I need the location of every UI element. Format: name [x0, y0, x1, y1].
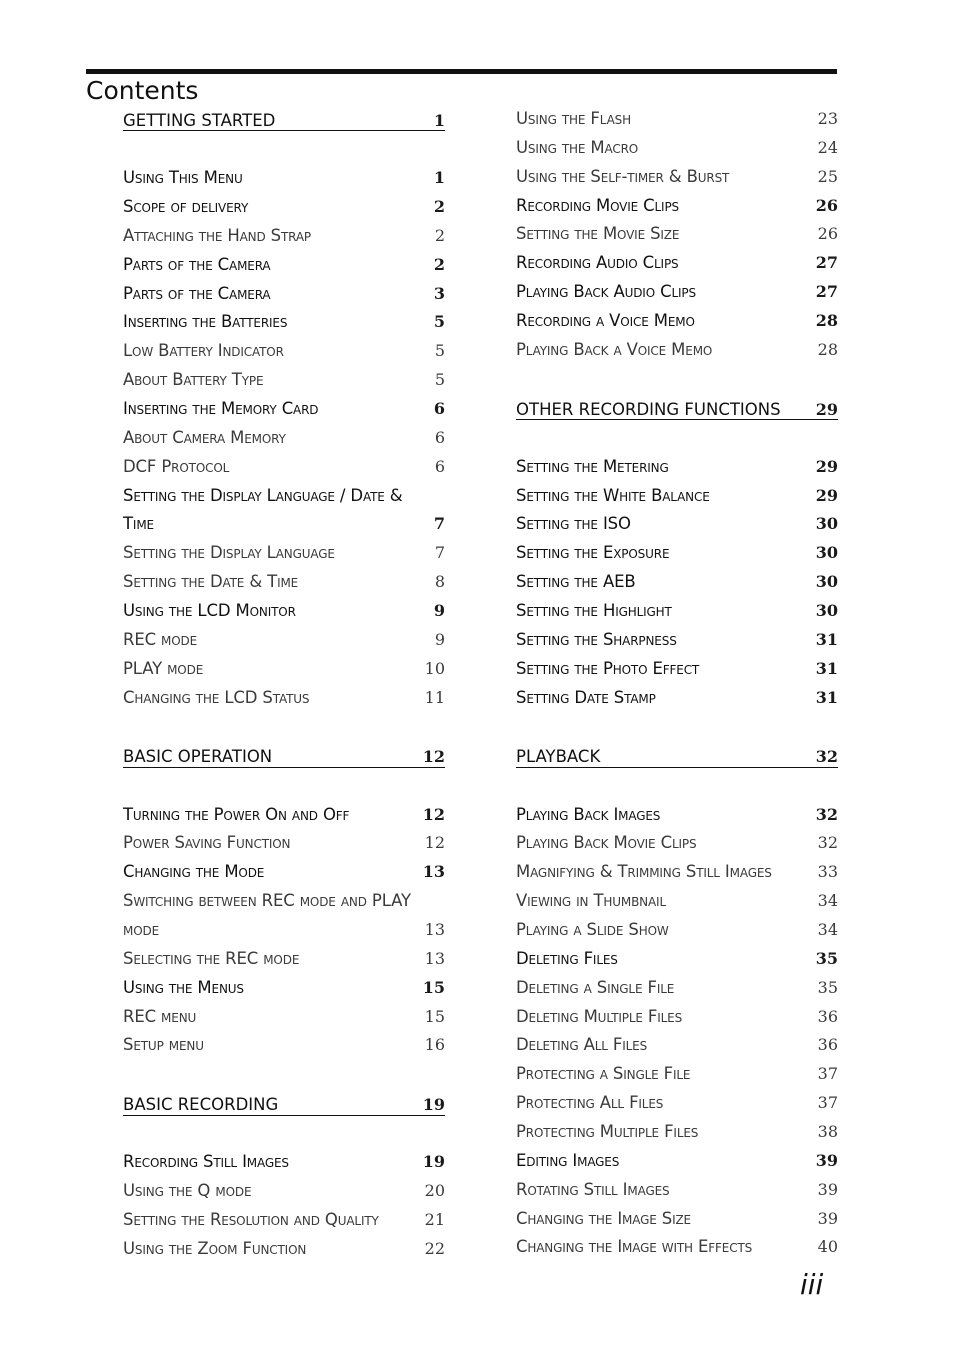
toc-page-number: 19: [422, 1152, 445, 1172]
toc-entry-title: REC mode: [123, 629, 198, 649]
toc-page-number: 13: [424, 948, 445, 968]
toc-page-number: 30: [815, 514, 838, 534]
toc-entry-title: Changing the Image Size: [516, 1208, 691, 1228]
toc-entry[interactable]: [123, 1030, 445, 1059]
toc-section-heading[interactable]: [516, 743, 838, 768]
toc-page-number: 30: [815, 572, 838, 592]
toc-entry-title: Viewing in Thumbnail: [516, 891, 666, 911]
toc-entry-title: Turning the Power On and Off: [123, 804, 350, 824]
toc-entry-title: Inserting the Memory Card: [123, 399, 319, 418]
toc-entry-title: Protecting Multiple Files: [516, 1121, 699, 1141]
toc-page-number: 31: [815, 629, 838, 649]
toc-entry[interactable]: [516, 915, 838, 944]
toc-entry-title: Rotating Still Images: [516, 1179, 670, 1199]
toc-page-number: 1: [433, 168, 445, 188]
toc-entry[interactable]: [123, 279, 445, 308]
toc-entry-title: GETTING STARTED: [123, 110, 276, 130]
toc-entry-title: Setting the Display Language / Date &: [123, 485, 403, 505]
toc-entry[interactable]: [123, 510, 445, 539]
spacer: [516, 423, 838, 452]
toc-page-number: 3: [433, 283, 445, 303]
toc-entry[interactable]: [516, 162, 838, 191]
toc-entry[interactable]: [123, 828, 445, 857]
toc-entry-title: Using the Zoom Function: [123, 1238, 307, 1258]
toc-entry-title: Setting the Display Language: [123, 543, 335, 563]
toc-entry[interactable]: [123, 886, 445, 915]
toc-page-number: 25: [817, 166, 838, 186]
toc-entry[interactable]: [123, 538, 445, 567]
toc-entry[interactable]: [516, 857, 838, 886]
toc-entry[interactable]: [516, 219, 838, 248]
toc-page-number: 13: [422, 862, 445, 882]
toc-entry[interactable]: [516, 1059, 838, 1088]
toc-entry[interactable]: [516, 248, 838, 277]
toc-page-number: 29: [815, 399, 838, 419]
toc-entry-title: Time: [123, 514, 154, 534]
toc-entry[interactable]: [516, 452, 838, 481]
toc-entry-title: Setting the Photo Effect: [516, 658, 700, 678]
toc-page-number: 6: [433, 399, 445, 418]
toc-entry[interactable]: [516, 683, 838, 712]
spacer: [516, 364, 838, 393]
toc-entry[interactable]: [123, 423, 445, 452]
toc-page-number: 2: [433, 196, 445, 216]
toc-entry[interactable]: [123, 336, 445, 365]
page-title: Contents: [86, 76, 199, 105]
toc-entry[interactable]: [123, 221, 445, 250]
toc-entry-title: Attaching the Hand Strap: [123, 225, 312, 245]
toc-entry[interactable]: [123, 973, 445, 1002]
toc-entry[interactable]: [516, 277, 838, 306]
toc-entry-title: DCF Protocol: [123, 456, 230, 476]
toc-entry[interactable]: [123, 452, 445, 481]
toc-page-number: 19: [422, 1095, 445, 1115]
toc-entry-title: About Battery Type: [123, 370, 264, 390]
toc-entry-title: Changing the Image with Effects: [516, 1237, 753, 1257]
toc-page-number: 34: [817, 919, 838, 939]
toc-entry-title: Parts of the Camera: [123, 254, 271, 274]
toc-entry-title: Switching between REC mode and PLAY: [123, 891, 411, 911]
toc-entry[interactable]: [123, 800, 445, 829]
toc-entry-title: Setting the ISO: [516, 514, 631, 534]
spacer: [123, 134, 445, 163]
toc-entry-title: About Camera Memory: [123, 427, 286, 447]
toc-entry[interactable]: [516, 596, 838, 625]
toc-entry[interactable]: [123, 596, 445, 625]
toc-page-number: 15: [422, 977, 445, 997]
toc-entry-title: Using This Menu: [123, 168, 243, 188]
toc-page-number: 16: [424, 1035, 445, 1055]
toc-page-number: 36: [817, 1006, 838, 1026]
toc-entry-title: Playing Back Movie Clips: [516, 833, 697, 853]
toc-page-number: 12: [422, 747, 445, 767]
toc-entry-title: Using the Flash: [516, 108, 631, 128]
toc-page-number: 26: [817, 224, 838, 244]
toc-entry-title: BASIC RECORDING: [123, 1095, 279, 1115]
toc-entry-title: Playing a Slide Show: [516, 919, 669, 939]
toc-page-number: 9: [434, 629, 445, 649]
toc-entry[interactable]: [516, 1232, 838, 1261]
toc-entry[interactable]: [123, 481, 445, 510]
toc-entry-title: Recording Still Images: [123, 1152, 289, 1172]
toc-entry[interactable]: [123, 625, 445, 654]
toc-page-number: 1: [433, 110, 445, 130]
toc-entry[interactable]: [123, 1002, 445, 1031]
toc-entry-title: Parts of the Camera: [123, 283, 271, 303]
toc-entry-title: Using the Self-timer & Burst: [516, 166, 730, 186]
toc-entry-title: Scope of delivery: [123, 196, 249, 216]
toc-entry-title: Playing Back Audio Clips: [516, 282, 696, 302]
toc-entry[interactable]: [516, 1088, 838, 1117]
toc-entry[interactable]: [123, 365, 445, 394]
toc-entry-title: Setting the AEB: [516, 572, 636, 592]
toc-entry-title: Setting Date Stamp: [516, 687, 656, 707]
toc-page-number: 12: [422, 804, 445, 824]
toc-entry-title: Playing Back a Voice Memo: [516, 339, 713, 359]
toc-entry-title: Deleting Files: [516, 948, 618, 968]
toc-page-number: 9: [433, 601, 445, 621]
spacer: [516, 771, 838, 800]
toc-entry[interactable]: [123, 857, 445, 886]
toc-page-number: 28: [817, 339, 838, 359]
toc-entry[interactable]: [516, 306, 838, 335]
toc-entry-title: Recording a Voice Memo: [516, 310, 695, 330]
toc-page-number: 13: [424, 919, 445, 939]
toc-page-number: 39: [815, 1150, 838, 1170]
toc-page-number: 38: [817, 1121, 838, 1141]
toc-entry-title: Changing the LCD Status: [123, 687, 310, 707]
toc-entry[interactable]: [516, 1030, 838, 1059]
toc-page-number: 24: [817, 137, 838, 157]
toc-entry-title: Deleting a Single File: [516, 977, 675, 997]
toc-page-number: 28: [815, 310, 838, 330]
toc-page-number: 23: [817, 108, 838, 128]
toc-entry-title: Using the Macro: [516, 137, 639, 157]
toc-page-number: 7: [433, 514, 445, 534]
toc-entry[interactable]: [123, 1147, 445, 1176]
toc-page-number: 31: [815, 687, 838, 707]
toc-page-number: 35: [815, 948, 838, 968]
page-number: iii: [800, 1268, 824, 1301]
toc-page-number: 10: [424, 658, 445, 678]
toc-entry[interactable]: [123, 394, 445, 423]
toc-entry-title: PLAY mode: [123, 658, 204, 678]
toc-entry-title: Power Saving Function: [123, 833, 291, 853]
toc-left-column: [123, 104, 445, 1263]
toc-entry-title: Using the LCD Monitor: [123, 601, 296, 621]
toc-entry-title: Magnifying & Trimming Still Images: [516, 862, 772, 882]
toc-entry[interactable]: [516, 1204, 838, 1233]
toc-entry[interactable]: [516, 800, 838, 829]
toc-page-number: 29: [815, 485, 838, 505]
toc-page-number: 31: [815, 658, 838, 678]
toc-entry-title: BASIC OPERATION: [123, 747, 273, 767]
toc-entry-title: Deleting Multiple Files: [516, 1006, 683, 1026]
spacer: [123, 771, 445, 800]
toc-entry-title: Using the Q mode: [123, 1181, 252, 1201]
toc-entry-title: Protecting a Single File: [516, 1064, 691, 1084]
toc-page-number: 21: [424, 1210, 445, 1230]
toc-page-number: 37: [817, 1064, 838, 1084]
spacer: [123, 1059, 445, 1088]
toc-entry[interactable]: [516, 944, 838, 973]
toc-page-number: 27: [815, 282, 838, 302]
toc-entry[interactable]: [516, 828, 838, 857]
toc-entry[interactable]: [516, 191, 838, 220]
toc-page-number: 15: [424, 1006, 445, 1026]
toc-page-number: 39: [817, 1208, 838, 1228]
toc-page-number: 2: [433, 254, 445, 274]
toc-entry[interactable]: [123, 944, 445, 973]
toc-entry-title: OTHER RECORDING FUNCTIONS: [516, 399, 781, 419]
spacer: [123, 1119, 445, 1148]
toc-page-number: 32: [817, 833, 838, 853]
toc-entry[interactable]: [123, 1205, 445, 1234]
toc-entry-title: Recording Audio Clips: [516, 253, 679, 273]
toc-page-number: 7: [434, 543, 445, 563]
toc-page-number: 35: [817, 977, 838, 997]
toc-entry[interactable]: [516, 1117, 838, 1146]
toc-page-number: 27: [815, 253, 838, 273]
toc-page-number: 12: [424, 833, 445, 853]
toc-entry-title: Inserting the Batteries: [123, 312, 288, 332]
toc-page-number: 5: [434, 370, 445, 390]
toc-entry-title: Selecting the REC mode: [123, 948, 300, 968]
toc-page-number: 20: [424, 1181, 445, 1201]
toc-entry-title: Playing Back Images: [516, 804, 661, 824]
toc-entry-title: Setting the Date & Time: [123, 572, 299, 592]
toc-entry-title: Setting the Metering: [516, 456, 669, 476]
toc-section-heading[interactable]: [123, 107, 445, 132]
toc-entry-title: Changing the Mode: [123, 862, 265, 882]
toc-page-number: 30: [815, 543, 838, 563]
toc-entry[interactable]: [516, 335, 838, 364]
top-rule: [86, 69, 837, 74]
toc-entry-title: Using the Menus: [123, 977, 244, 997]
toc-entry-title: Protecting All Files: [516, 1093, 664, 1113]
toc-page-number: 11: [424, 687, 445, 707]
toc-entry[interactable]: [123, 192, 445, 221]
toc-entry[interactable]: [516, 1146, 838, 1175]
toc-entry[interactable]: [516, 133, 838, 162]
toc-entry[interactable]: [516, 973, 838, 1002]
toc-entry-title: PLAYBACK: [516, 747, 601, 767]
toc-page-number: 5: [434, 341, 445, 361]
toc-right-column: [516, 104, 838, 1261]
toc-entry-title: Setup menu: [123, 1035, 204, 1055]
toc-entry[interactable]: [516, 510, 838, 539]
toc-entry-title: Deleting All Files: [516, 1035, 648, 1055]
toc-section-heading[interactable]: [123, 743, 445, 768]
toc-entry[interactable]: [123, 1234, 445, 1263]
toc-page-number: 36: [817, 1035, 838, 1055]
toc-entry[interactable]: [123, 683, 445, 712]
toc-entry-title: Setting the Movie Size: [516, 224, 680, 244]
toc-entry[interactable]: [516, 104, 838, 133]
toc-page-number: 32: [815, 804, 838, 824]
toc-page-number: 29: [815, 456, 838, 476]
toc-page-number: 8: [434, 572, 445, 592]
toc-entry-title: Setting the Sharpness: [516, 629, 677, 649]
toc-page-number: 34: [817, 891, 838, 911]
toc-entry-title: Low Battery Indicator: [123, 341, 284, 361]
toc-entry[interactable]: [516, 1175, 838, 1204]
toc-entry-title: Editing Images: [516, 1150, 620, 1170]
toc-section-heading[interactable]: [516, 395, 838, 420]
toc-entry-title: Setting the Exposure: [516, 543, 670, 563]
toc-entry[interactable]: [123, 1176, 445, 1205]
spacer: [516, 712, 838, 741]
toc-entry[interactable]: [516, 481, 838, 510]
toc-page-number: 2: [434, 225, 445, 245]
toc-entry[interactable]: [516, 886, 838, 915]
toc-entry-title: Setting the Highlight: [516, 601, 672, 621]
toc-entry[interactable]: [123, 308, 445, 337]
toc-page-number: 5: [433, 312, 445, 332]
toc-page-number: 6: [434, 427, 445, 447]
toc-page-number: 39: [817, 1179, 838, 1199]
toc-entry[interactable]: [516, 567, 838, 596]
toc-page-number: 6: [434, 456, 445, 476]
toc-entry[interactable]: [123, 567, 445, 596]
toc-page-number: 22: [424, 1238, 445, 1258]
toc-entry-title: Setting the White Balance: [516, 485, 710, 505]
toc-entry[interactable]: [123, 163, 445, 192]
spacer: [123, 712, 445, 741]
toc-page-number: 32: [815, 747, 838, 767]
toc-page-number: 30: [815, 601, 838, 621]
toc-entry[interactable]: [516, 625, 838, 654]
toc-entry[interactable]: [516, 1002, 838, 1031]
toc-entry-title: Recording Movie Clips: [516, 195, 680, 215]
toc-section-heading[interactable]: [123, 1091, 445, 1116]
toc-entry[interactable]: [123, 250, 445, 279]
toc-entry[interactable]: [516, 654, 838, 683]
toc-page-number: 33: [817, 862, 838, 882]
toc-page-number: 40: [817, 1237, 838, 1257]
toc-entry-title: mode: [123, 919, 160, 939]
toc-entry[interactable]: [123, 654, 445, 683]
toc-entry-title: REC menu: [123, 1006, 197, 1026]
toc-page-number: 37: [817, 1093, 838, 1113]
toc-entry[interactable]: [123, 915, 445, 944]
toc-page-number: 26: [815, 195, 838, 215]
toc-entry[interactable]: [516, 538, 838, 567]
toc-entry-title: Setting the Resolution and Quality: [123, 1210, 379, 1230]
